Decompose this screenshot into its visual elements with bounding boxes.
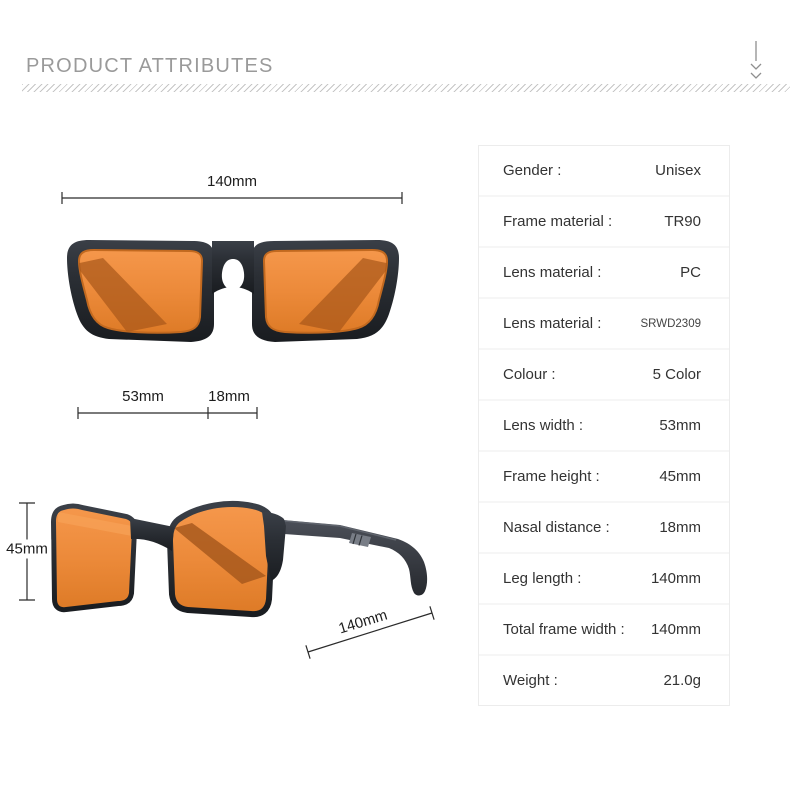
attr-label: Lens material : [503, 264, 602, 281]
attr-label: Gender : [503, 162, 562, 179]
attr-label: Frame height : [503, 468, 600, 485]
total-width-dimension-line [62, 192, 402, 204]
table-row [479, 197, 729, 248]
attr-label: Total frame width : [503, 621, 625, 638]
table-row [479, 554, 729, 605]
sunglasses-side-image [40, 496, 440, 618]
attr-value: PC [680, 264, 701, 281]
attr-label: Leg length : [503, 570, 582, 587]
attr-value: TR90 [664, 213, 701, 230]
attr-label: Weight : [503, 672, 558, 689]
table-row [479, 146, 729, 197]
table-row [479, 248, 729, 299]
attr-value: 21.0g [663, 672, 701, 689]
table-row [479, 299, 729, 350]
table-row [479, 401, 729, 452]
attr-value: 5 Color [652, 366, 701, 383]
sunglasses-front-image [55, 228, 415, 353]
lens-width-label: 53mm [122, 388, 164, 405]
attr-label: Frame material : [503, 213, 613, 230]
side-bridge [130, 518, 174, 551]
attr-label: Lens material : [503, 315, 602, 332]
nasal-distance-label: 18mm [208, 388, 250, 405]
table-row [479, 350, 729, 401]
side-temple-arm [283, 520, 427, 595]
page-title: PRODUCT ATTRIBUTES [26, 55, 274, 77]
hatched-divider [22, 84, 790, 92]
table-row [479, 503, 729, 554]
total-width-label: 140mm [206, 173, 258, 190]
attr-label: Colour : [503, 366, 556, 383]
attr-value: 140mm [650, 570, 701, 587]
attr-value: 45mm [659, 468, 701, 485]
attr-value: SRWD2309 [640, 317, 701, 330]
attributes-table [478, 145, 730, 706]
attr-value: 18mm [659, 519, 701, 536]
table-row [479, 605, 729, 656]
leg-length-label: 140mm [336, 606, 390, 638]
table-row [479, 452, 729, 503]
attr-label: Nasal distance : [503, 519, 610, 536]
attr-value: Unisex [655, 162, 701, 179]
attr-value: 53mm [659, 417, 701, 434]
frame-height-label: 45mm [3, 540, 51, 559]
table-row [479, 656, 729, 705]
attr-label: Lens width : [503, 417, 584, 434]
attr-value: 140mm [650, 621, 701, 638]
lens-nasal-dimension-line [78, 407, 257, 419]
double-chevron-down-icon [744, 38, 768, 84]
